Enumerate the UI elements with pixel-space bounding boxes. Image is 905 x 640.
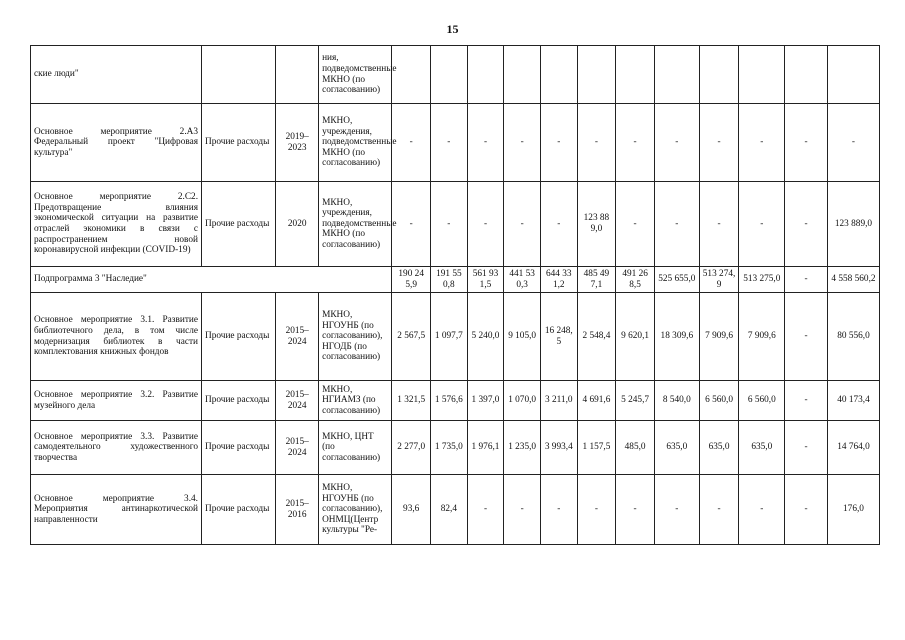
amount-cell: - [504,104,541,182]
amount-cell: - [431,104,468,182]
amount-cell: - [616,182,655,267]
amount-cell: - [785,421,828,475]
expense-type: Прочие расходы [202,421,276,475]
amount-cell: 525 655,0 [654,267,699,293]
amount-cell [699,46,739,104]
amount-cell: 3 211,0 [540,381,577,421]
amount-cell: 5 240,0 [467,293,504,381]
expense-type: Прочие расходы [202,182,276,267]
amount-cell: - [540,475,577,545]
executor: МКНО, НГОУНБ (по согласованию), НГОДБ (по согласованию) [319,293,392,381]
amount-cell: 561 931,5 [467,267,504,293]
expense-type [202,46,276,104]
amount-cell: 4 691,6 [577,381,616,421]
amount-cell: 9 620,1 [616,293,655,381]
amount-cell: 1 097,7 [431,293,468,381]
amount-cell: - [577,104,616,182]
amount-cell: - [616,475,655,545]
table-row [31,293,880,381]
amount-cell: - [785,104,828,182]
amount-cell: - [431,182,468,267]
table-row [31,182,880,267]
period: 2015–2016 [276,475,319,545]
table-row [31,475,880,545]
amount-cell: 2 548,4 [577,293,616,381]
amount-cell: 93,6 [392,475,431,545]
period: 2019–2023 [276,104,319,182]
amount-cell: - [577,475,616,545]
amount-cell [739,46,785,104]
amount-cell: - [467,104,504,182]
amount-cell: - [467,182,504,267]
page-number: 15 [446,22,459,36]
activity-name: ские люди" [31,46,202,104]
amount-cell [616,46,655,104]
expense-type: Прочие расходы [202,381,276,421]
amount-cell: 1 576,6 [431,381,468,421]
executor: МКНО, НГОУНБ (по согласованию), ОНМЦ(Центр культуры "Ре- [319,475,392,545]
amount-cell: - [699,182,739,267]
amount-cell: 635,0 [654,421,699,475]
amount-cell: 14 764,0 [827,421,879,475]
amount-cell: 80 556,0 [827,293,879,381]
amount-cell: 644 331,2 [540,267,577,293]
amount-cell: - [739,475,785,545]
amount-cell: - [654,475,699,545]
amount-cell: 1 976,1 [467,421,504,475]
amount-cell [431,46,468,104]
amount-cell: - [654,182,699,267]
amount-cell: 9 105,0 [504,293,541,381]
amount-cell [540,46,577,104]
amount-cell: 513 275,0 [739,267,785,293]
amount-cell: 1 070,0 [504,381,541,421]
amount-cell: - [504,182,541,267]
amount-cell [504,46,541,104]
amount-cell: 6 560,0 [699,381,739,421]
amount-cell: - [785,182,828,267]
amount-cell: 18 309,6 [654,293,699,381]
activity-name: Основное мероприятие 3.2. Развитие музейного дела [31,381,202,421]
amount-cell: 4 558 560,2 [827,267,879,293]
amount-cell: - [540,182,577,267]
amount-cell: - [785,293,828,381]
activity-name: Основное мероприятие 3.3. Развитие самодеятельного художественного творчества [31,421,202,475]
amount-cell: 16 248,5 [540,293,577,381]
amount-cell: 2 567,5 [392,293,431,381]
amount-cell: - [785,267,828,293]
amount-cell: 485 497,1 [577,267,616,293]
activity-name: Основное мероприятие 2.С2. Предотвращение влияния экономической ситуации на развитие отраслей экономики в связи с распространением новой коронавирусной инфекции (COVID-19) [31,182,202,267]
amount-cell: - [392,104,431,182]
amount-cell: 190 245,9 [392,267,431,293]
executor: МКНО, ЦНТ (по согласованию) [319,421,392,475]
amount-cell: 1 321,5 [392,381,431,421]
amount-cell: - [699,104,739,182]
table-row [31,46,880,104]
amount-cell: 6 560,0 [739,381,785,421]
executor: МКНО, учреждения, подведомственные МКНО (по согласованию) [319,104,392,182]
period: 2015–2024 [276,421,319,475]
period: 2015–2024 [276,381,319,421]
amount-cell: 441 530,3 [504,267,541,293]
expense-type: Прочие расходы [202,475,276,545]
amount-cell: 1 235,0 [504,421,541,475]
amount-cell: - [504,475,541,545]
amount-cell: 1 397,0 [467,381,504,421]
amount-cell [577,46,616,104]
amount-cell [467,46,504,104]
amount-cell: 123 889,0 [827,182,879,267]
table-row [31,104,880,182]
amount-cell: - [827,104,879,182]
period: 2015–2024 [276,293,319,381]
amount-cell: 1 157,5 [577,421,616,475]
amount-cell: 2 277,0 [392,421,431,475]
amount-cell: 635,0 [739,421,785,475]
expense-type: Прочие расходы [202,104,276,182]
amount-cell: 635,0 [699,421,739,475]
period [276,46,319,104]
amount-cell: 485,0 [616,421,655,475]
amount-cell: 3 993,4 [540,421,577,475]
expense-type: Прочие расходы [202,293,276,381]
amount-cell: 8 540,0 [654,381,699,421]
activity-name: Основное мероприятие 2.А3 Федеральный проект "Цифровая культура" [31,104,202,182]
amount-cell: 5 245,7 [616,381,655,421]
amount-cell: 7 909,6 [739,293,785,381]
table-row [31,421,880,475]
amount-cell: 513 274,9 [699,267,739,293]
executor: ния, подведомственные МКНО (по согласованию) [319,46,392,104]
amount-cell: 40 173,4 [827,381,879,421]
budget-table [30,45,880,545]
amount-cell: 191 550,8 [431,267,468,293]
executor: МКНО, учреждения, подведомственные МКНО (по согласованию) [319,182,392,267]
amount-cell [392,46,431,104]
activity-name: Основное мероприятие 3.4. Мероприятия антинаркотической направленности [31,475,202,545]
amount-cell: - [785,381,828,421]
subprogram-name: Подпрограмма 3 "Наследие" [31,267,392,293]
subprogram-row [31,267,880,293]
amount-cell: - [739,182,785,267]
amount-cell: 491 268,5 [616,267,655,293]
period: 2020 [276,182,319,267]
amount-cell: - [540,104,577,182]
amount-cell [785,46,828,104]
amount-cell: - [616,104,655,182]
amount-cell: 82,4 [431,475,468,545]
amount-cell: - [785,475,828,545]
amount-cell: - [739,104,785,182]
executor: МКНО, НГИАМЗ (по согласованию) [319,381,392,421]
amount-cell: - [699,475,739,545]
amount-cell: 176,0 [827,475,879,545]
amount-cell: - [392,182,431,267]
activity-name: Основное мероприятие 3.1. Развитие библиотечного дела, в том числе модернизация библиотек в части комплектования книжных фондов [31,293,202,381]
amount-cell: 7 909,6 [699,293,739,381]
amount-cell [654,46,699,104]
amount-cell [827,46,879,104]
amount-cell: 1 735,0 [431,421,468,475]
amount-cell: 123 889,0 [577,182,616,267]
amount-cell: - [467,475,504,545]
amount-cell: - [654,104,699,182]
table-row [31,381,880,421]
